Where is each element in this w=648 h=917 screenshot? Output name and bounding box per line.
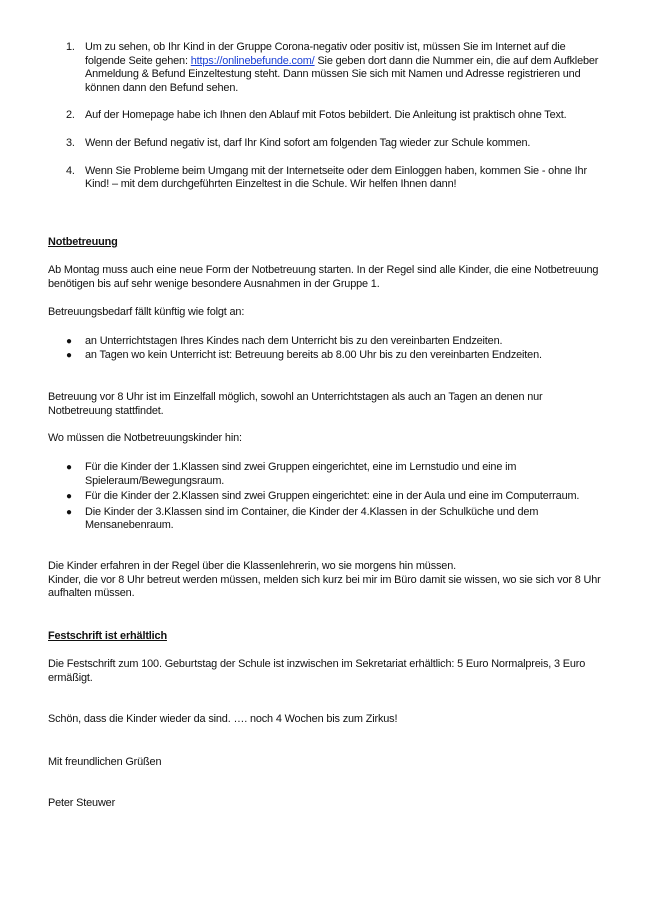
where-list <box>48 461 608 533</box>
info-line: Die Kinder erfahren in der Regel über die Klassenlehrerin, wo sie morgens hin müssen. <box>48 560 456 572</box>
onlinebefunde-link[interactable]: https://onlinebefunde.com/ <box>190 54 315 67</box>
list-item <box>48 109 608 123</box>
notbetreuung-intro: Ab Montag muss auch eine neue Form der Notbetreuung starten. In der Regel sind alle Kinder, die eine Notbetreuung benötigen bis auf sehr wenige besondere Ausnahmen in der Gruppe 1. <box>48 264 599 290</box>
bullet-icon: ● <box>66 506 72 518</box>
list-item <box>48 41 608 95</box>
list-item <box>48 165 608 192</box>
where-item-text: Die Kinder der 3.Klassen sind im Container, die Kinder der 4.Klassen in der Schulküche und dem Mensanebenraum. <box>85 505 539 532</box>
list-number: 3. <box>66 136 75 149</box>
bedarf-list <box>48 335 608 362</box>
step-text: Um zu sehen, ob Ihr Kind in der Gruppe Corona-negativ oder positiv ist, müssen Sie im Internet auf die folgende Seite gehen: <box>85 41 566 67</box>
where-label: Wo müssen die Notbetreuungskinder hin: <box>48 432 242 444</box>
list-item <box>48 461 608 488</box>
step-text: Wenn der Befund negativ ist, darf Ihr Kind sofort am folgenden Tag wieder zur Schule kommen. <box>85 136 531 149</box>
step-text: Wenn Sie Probleme beim Umgang mit der Internetseite oder dem Einloggen haben, kommen Sie - ohne Ihr Kind! – mit dem durchgeführten Einzeltest in die Schule. Wir helfen Ihnen dann! <box>85 164 587 191</box>
list-item <box>48 335 608 349</box>
notbetreuung-info <box>48 560 608 601</box>
list-item <box>48 137 608 151</box>
notbetreuung-heading: Notbetreuung <box>48 236 118 248</box>
list-number: 4. <box>66 164 75 177</box>
list-number: 1. <box>66 41 75 53</box>
bullet-icon: ● <box>66 349 72 361</box>
signature: Peter Steuwer <box>48 797 116 809</box>
step-text-continued: Sie geben dort dann die Nummer ein, die auf dem Aufkleber Anmeldung & Befund Einzeltestung steht. Dann müssen Sie sich mit Namen und Adresse registrieren und können dann den Befund sehen. <box>85 54 599 94</box>
bullet-icon: ● <box>66 336 72 347</box>
bedarf-item-text: an Unterrichtstagen Ihres Kindes nach dem Unterricht bis zu den vereinbarten Endzeiten. <box>85 335 503 347</box>
bedarf-label: Betreuungsbedarf fällt künftig wie folgt an: <box>48 306 245 318</box>
bullet-icon: ● <box>66 462 72 473</box>
early-care-note: Betreuung vor 8 Uhr ist im Einzelfall möglich, sowohl an Unterrichtstagen als auch an Tagen an denen nur Notbetreuung stattfindet. <box>48 391 543 417</box>
where-item-text: Für die Kinder der 1.Klassen sind zwei Gruppen eingerichtet, eine im Lernstudio und eine im Spieleraum/Bewegungsraum. <box>85 461 517 487</box>
where-item-text: Für die Kinder der 2.Klassen sind zwei Gruppen eingerichtet: eine in der Aula und eine im Computerraum. <box>85 490 580 503</box>
list-number: 2. <box>66 109 75 122</box>
closing-line: Schön, dass die Kinder wieder da sind. …. noch 4 Wochen bis zum Zirkus! <box>48 713 398 725</box>
bullet-icon: ● <box>66 491 72 503</box>
bedarf-item-text: an Tagen wo kein Unterricht ist: Betreuung bereits ab 8.00 Uhr bis zu den vereinbarten Endzeiten. <box>85 348 542 361</box>
step-text: Auf der Homepage habe ich Ihnen den Ablauf mit Fotos bebildert. Die Anleitung ist praktisch ohne Text. <box>85 109 567 122</box>
instructions-list <box>48 41 608 206</box>
greeting: Mit freundlichen Grüßen <box>48 756 162 768</box>
festschrift-text: Die Festschrift zum 100. Geburtstag der Schule ist inzwischen im Sekretariat erhältlich: 5 Euro Normalpreis, 3 Euro ermäßigt. <box>48 658 586 684</box>
list-item <box>48 349 608 363</box>
list-item <box>48 490 608 504</box>
list-item <box>48 506 608 533</box>
info-line: Kinder, die vor 8 Uhr betreut werden müssen, melden sich kurz bei mir im Büro damit sie wissen, wo sie sich vor 8 Uhr aufhalten müssen. <box>48 573 601 600</box>
festschrift-heading: Festschrift ist erhältlich <box>48 630 167 642</box>
